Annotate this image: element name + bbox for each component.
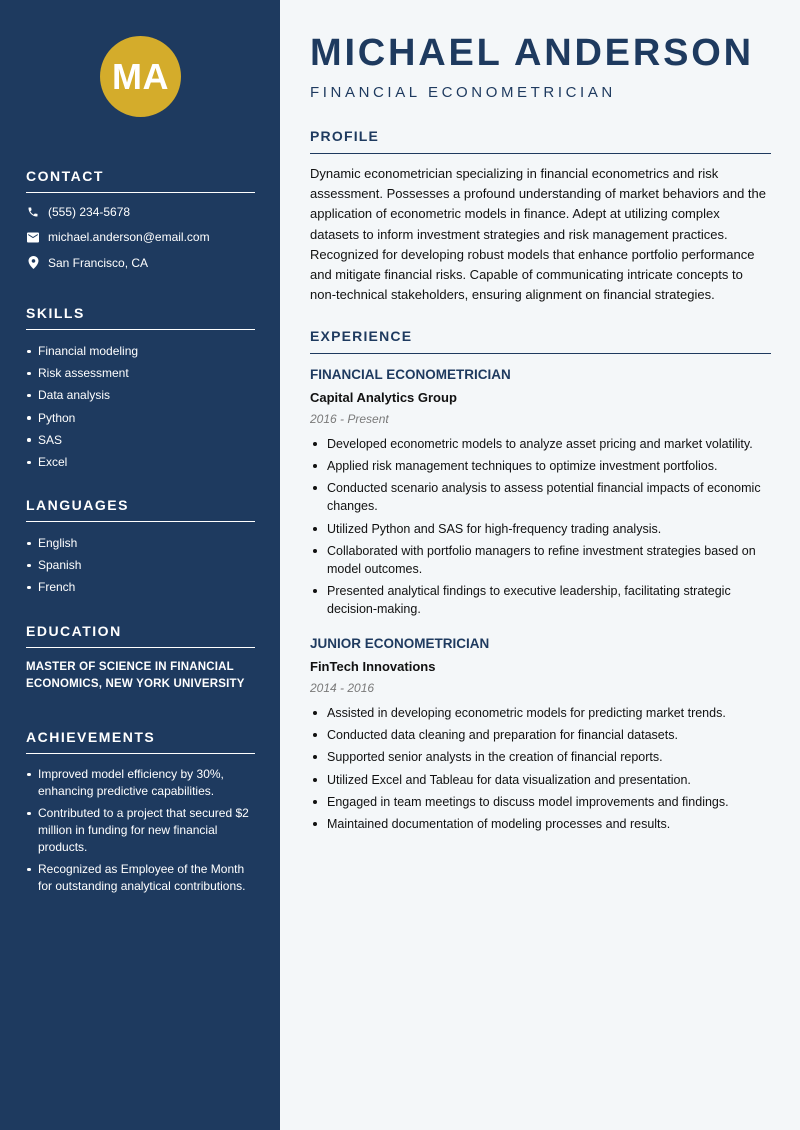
achievements-heading: ACHIEVEMENTS: [26, 729, 255, 754]
language-item: English: [26, 532, 255, 554]
sidebar: [0, 0, 280, 1130]
profile-section: [310, 128, 771, 305]
job-bullet: Conducted data cleaning and preparation for financial datasets.: [310, 726, 771, 744]
phone-icon: [26, 205, 40, 219]
job-bullet: Conducted scenario analysis to assess potential financial impacts of economic changes.: [310, 479, 771, 515]
languages-heading: LANGUAGES: [26, 497, 255, 522]
job-dates: 2016 - Present: [310, 412, 389, 426]
job-company: FinTech Innovations: [310, 659, 436, 674]
job-bullet: Applied risk management techniques to optimize investment portfolios.: [310, 457, 771, 475]
achievement-item: Recognized as Employee of the Month for outstanding analytical contributions.: [26, 861, 255, 895]
languages-list: [26, 532, 255, 599]
job-bullet: Collaborated with portfolio managers to refine investment strategies based on model outcomes.: [310, 542, 771, 578]
contact-heading: CONTACT: [26, 168, 255, 193]
profile-heading: PROFILE: [310, 128, 771, 154]
skills-section: [26, 305, 255, 473]
contact-section: [26, 168, 255, 276]
skill-item: Data analysis: [26, 384, 255, 406]
location-pin-icon: [26, 256, 40, 270]
achievement-item: Improved model efficiency by 30%, enhancing predictive capabilities.: [26, 766, 255, 800]
job-bullet: Utilized Excel and Tableau for data visualization and presentation.: [310, 771, 771, 789]
education-entry: MASTER OF SCIENCE IN FINANCIAL ECONOMICS, NEW YORK UNIVERSITY: [26, 661, 245, 690]
job-bullet: Assisted in developing econometric models for predicting market trends.: [310, 704, 771, 722]
job-bullet: Supported senior analysts in the creation of financial reports.: [310, 748, 771, 766]
job-bullet: Maintained documentation of modeling processes and results.: [310, 815, 771, 833]
skill-item: Python: [26, 407, 255, 429]
achievements-list: [26, 766, 255, 895]
contact-location: [26, 250, 255, 276]
job-entry: [310, 366, 771, 622]
job-title: JUNIOR ECONOMETRICIAN: [310, 636, 490, 651]
job-bullets: [310, 435, 771, 618]
job-bullet: Presented analytical findings to executive leadership, facilitating strategic decision-making.: [310, 582, 771, 618]
skills-list: [26, 340, 255, 473]
skill-item: Excel: [26, 451, 255, 473]
language-item: French: [26, 576, 255, 598]
education-section: [26, 623, 255, 693]
experience-heading: EXPERIENCE: [310, 328, 771, 354]
education-heading: EDUCATION: [26, 623, 255, 648]
job-bullet: Engaged in team meetings to discuss model improvements and findings.: [310, 793, 771, 811]
contact-phone: [26, 199, 255, 225]
achievements-section: [26, 729, 255, 900]
job-entry: [310, 635, 771, 837]
achievement-item: Contributed to a project that secured $2 million in funding for new financial products.: [26, 805, 255, 856]
candidate-name: MICHAEL ANDERSON: [310, 32, 754, 74]
candidate-role: FINANCIAL ECONOMETRICIAN: [310, 84, 616, 101]
job-bullet: Developed econometric models to analyze asset pricing and market volatility.: [310, 435, 771, 453]
contact-email: [26, 225, 255, 251]
job-dates: 2014 - 2016: [310, 681, 375, 695]
language-item: Spanish: [26, 554, 255, 576]
avatar-initials: MA: [112, 55, 169, 97]
job-title: FINANCIAL ECONOMETRICIAN: [310, 367, 511, 382]
job-bullet: Utilized Python and SAS for high-frequency trading analysis.: [310, 520, 771, 538]
avatar: [100, 36, 181, 117]
job-company: Capital Analytics Group: [310, 390, 457, 405]
skills-heading: SKILLS: [26, 305, 255, 330]
email-text: michael.anderson@email.com: [48, 230, 210, 245]
profile-text: Dynamic econometrician specializing in financial econometrics and risk assessment. Possesses a profound understanding of market behaviors and the application of econometric models in finance. Adept at utilizing complex datasets to inform investment strategies and risk management practices. Recognized for developing robust models that enhance portfolio performance and mitigate financial risks. Capable of communicating intricate concepts to non-technical stakeholders, ensuring alignment on financial strategies.: [310, 166, 766, 303]
phone-text: (555) 234-5678: [48, 204, 131, 219]
languages-section: [26, 497, 255, 599]
email-icon: [26, 230, 40, 244]
location-text: San Francisco, CA: [48, 255, 149, 270]
job-bullets: [310, 704, 771, 833]
experience-section: [310, 328, 771, 354]
skill-item: SAS: [26, 429, 255, 451]
skill-item: Risk assessment: [26, 362, 255, 384]
skill-item: Financial modeling: [26, 340, 255, 362]
